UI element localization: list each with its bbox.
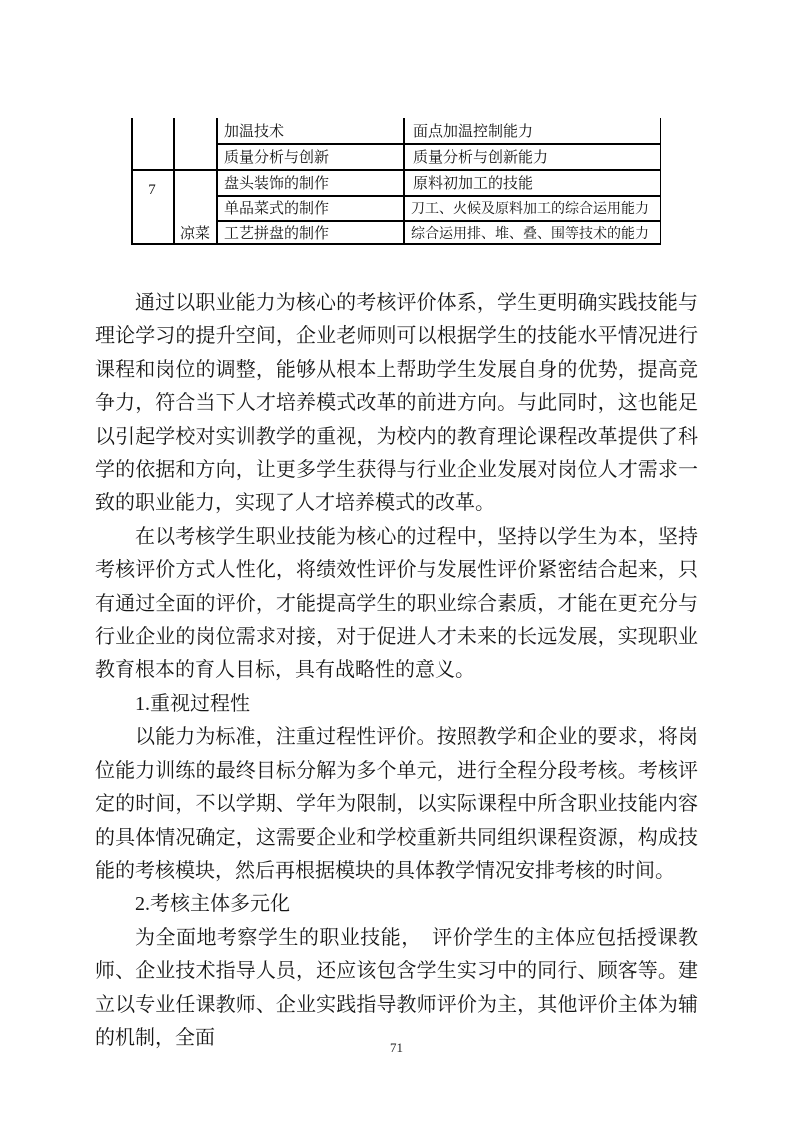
page-number: 71 [390, 1040, 403, 1055]
skills-assessment-table [131, 118, 661, 245]
body-text [95, 287, 698, 1055]
paragraph-student-centered: 在以考核学生职业技能为核心的过程中，坚持以学生为本，坚持考核评价方式人性化，将绩效性评价与发展性评价紧密结合起来，只有通过全面的评价，才能提高学生的职业综合素质，才能在更充分与行业企业的岗位需求对接，对于促进人才未来的长远发展，实现职业教育根本的育人目标，具有战略性的意义。 [95, 525, 698, 682]
paragraph-evaluation-system: 通过以职业能力为核心的考核评价体系，学生更明确实践技能与理论学习的提升空间，企业老师则可以根据学生的技能水平情况进行课程和岗位的调整，能够从根本上帮助学生发展自身的优势，提高竞争力，符合当下人才培养模式改革的前进方向。与此同时，这也能足以引起学校对实训教学的重视，为校内的教育理论课程改革提供了科学的依据和方向，让更多学生获得与行业企业发展对岗位人才需求一致的职业能力，实现了人才培养模式的改革。 [95, 292, 698, 515]
table-cell-ability: 质量分析与创新能力 [413, 149, 549, 166]
table-cell-group-number: 7 [148, 182, 156, 198]
heading-multiple-assessors: 2.考核主体多元化 [135, 893, 290, 916]
paragraph-assessor-diversity: 为全面地考察学生的职业技能， 评价学生的主体应包括授课教师、企业技术指导人员，还应该包含学生实习中的同行、顾客等。建立以专业任课教师、企业实践指导教师评价为主，其他评价主体为辅的机制，全面 [95, 926, 698, 1049]
table-cell-ability: 面点加温控制能力 [413, 124, 534, 140]
table-cell-skill: 质量分析与创新 [224, 149, 330, 166]
table-cell-category: 凉菜 [179, 226, 210, 242]
table-cell-ability: 综合运用排、堆、叠、围等技术的能力 [411, 226, 649, 242]
table-cell-skill: 单品菜式的制作 [224, 201, 330, 217]
table-cell-skill: 工艺拼盘的制作 [224, 226, 330, 242]
table-cell-ability: 刀工、火候及原料加工的综合运用能力 [411, 201, 649, 217]
table-cell-skill: 加温技术 [224, 124, 285, 140]
table-border-right [660, 118, 662, 245]
table-cell-skill: 盘头装饰的制作 [224, 175, 330, 192]
table-cell-ability: 原料初加工的技能 [413, 175, 534, 192]
paragraph-process-assessment: 以能力为标准，注重过程性评价。按照教学和企业的要求，将岗位能力训练的最终目标分解为多个单元，进行全程分段考核。考核评定的时间，不以学期、学年为限制，以实际课程中所含职业技能内容的具体情况确定，这需要企业和学校重新共同组织课程资源，构成技能的考核模块，然后再根据模块的具体教学情况安排考核的时间。 [95, 726, 698, 882]
heading-process-oriented: 1.重视过程性 [135, 692, 250, 715]
